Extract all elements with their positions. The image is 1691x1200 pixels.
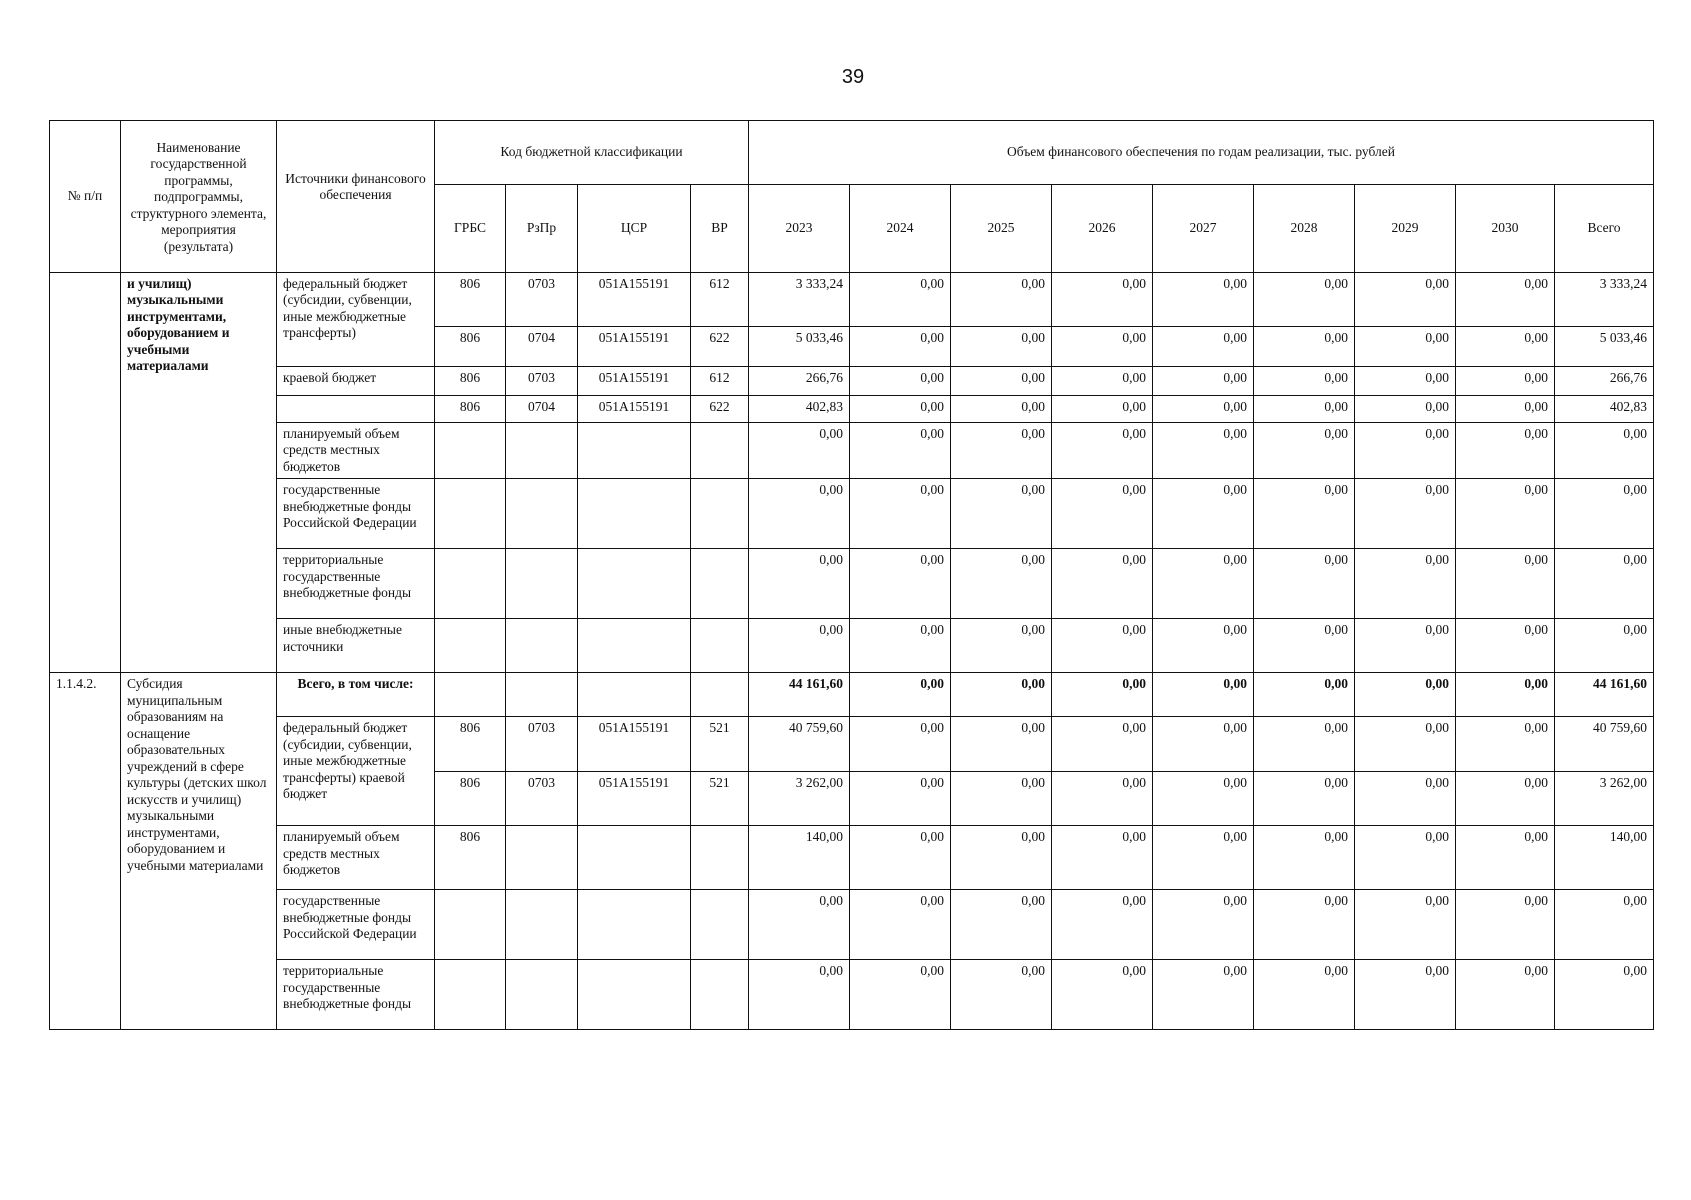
total-cell: 44 161,60 (1555, 673, 1654, 717)
total-cell: 3 262,00 (1555, 772, 1654, 826)
header-rzpr: РзПр (506, 185, 578, 273)
total-cell: 140,00 (1555, 826, 1654, 890)
csr-cell: 051A155191 (578, 327, 691, 367)
rzpr-cell (506, 549, 578, 619)
table-row (50, 960, 1654, 1030)
value-cell: 0,00 (1153, 619, 1254, 673)
item-name-cell: и училищ) музыкальными инструментами, оборудованием и учебными материалами (121, 273, 277, 673)
value-cell: 0,00 (1456, 549, 1555, 619)
value-cell: 0,00 (1153, 423, 1254, 479)
value-cell: 0,00 (1052, 327, 1153, 367)
table-row (50, 273, 1654, 327)
value-cell: 0,00 (1355, 960, 1456, 1030)
value-cell: 0,00 (1153, 396, 1254, 423)
value-cell: 0,00 (1254, 273, 1355, 327)
table-row (50, 396, 1654, 423)
header-year-2030: 2030 (1456, 185, 1555, 273)
value-cell: 0,00 (1254, 619, 1355, 673)
value-cell: 0,00 (1153, 367, 1254, 396)
value-cell: 0,00 (1355, 327, 1456, 367)
value-cell: 0,00 (749, 960, 850, 1030)
value-cell: 0,00 (1153, 273, 1254, 327)
value-cell: 0,00 (1254, 772, 1355, 826)
header-year-2026: 2026 (1052, 185, 1153, 273)
vr-cell: 622 (691, 396, 749, 423)
rzpr-cell: 0703 (506, 367, 578, 396)
value-cell: 0,00 (1456, 327, 1555, 367)
header-budget-code: Код бюджетной классификации (435, 121, 749, 185)
value-cell: 3 333,24 (749, 273, 850, 327)
value-cell: 0,00 (850, 826, 951, 890)
table-row (50, 423, 1654, 479)
source-cell: государственные внебюджетные фонды Российской Федерации (277, 479, 435, 549)
value-cell: 0,00 (1456, 423, 1555, 479)
total-cell: 0,00 (1555, 479, 1654, 549)
table-row (50, 673, 1654, 717)
csr-cell (578, 826, 691, 890)
total-cell: 0,00 (1555, 423, 1654, 479)
value-cell: 0,00 (1254, 826, 1355, 890)
rzpr-cell: 0703 (506, 772, 578, 826)
vr-cell (691, 423, 749, 479)
vr-cell: 521 (691, 717, 749, 772)
grbs-cell: 806 (435, 717, 506, 772)
item-name-cell: Субсидия муниципальным образованиям на оснащение образовательных учреждений в сфере культуры (детских школ искусств и училищ) музыкальными инструментами, оборудованием и учебными материалами (121, 673, 277, 1030)
value-cell: 0,00 (850, 772, 951, 826)
value-cell: 0,00 (1254, 960, 1355, 1030)
value-cell: 0,00 (951, 479, 1052, 549)
page-number: 39 (841, 66, 865, 88)
value-cell: 0,00 (1153, 549, 1254, 619)
value-cell: 0,00 (1052, 273, 1153, 327)
value-cell: 0,00 (951, 396, 1052, 423)
value-cell: 0,00 (1456, 673, 1555, 717)
value-cell: 0,00 (1254, 396, 1355, 423)
value-cell: 0,00 (1052, 367, 1153, 396)
value-cell: 40 759,60 (749, 717, 850, 772)
value-cell: 0,00 (1456, 890, 1555, 960)
vr-cell (691, 890, 749, 960)
grbs-cell: 806 (435, 327, 506, 367)
total-cell: 0,00 (1555, 890, 1654, 960)
header-total: Всего (1555, 185, 1654, 273)
table-row (50, 367, 1654, 396)
value-cell: 0,00 (951, 619, 1052, 673)
value-cell: 0,00 (1456, 960, 1555, 1030)
value-cell: 0,00 (1456, 367, 1555, 396)
rzpr-cell: 0703 (506, 273, 578, 327)
grbs-cell (435, 479, 506, 549)
vr-cell (691, 960, 749, 1030)
value-cell: 0,00 (1153, 826, 1254, 890)
value-cell: 0,00 (1254, 479, 1355, 549)
value-cell: 266,76 (749, 367, 850, 396)
value-cell: 0,00 (1052, 479, 1153, 549)
value-cell: 0,00 (1153, 772, 1254, 826)
rzpr-cell: 0704 (506, 327, 578, 367)
value-cell: 0,00 (1052, 673, 1153, 717)
total-cell: 3 333,24 (1555, 273, 1654, 327)
table-row (50, 826, 1654, 890)
vr-cell (691, 826, 749, 890)
source-cell: планируемый объем средств местных бюджетов (277, 826, 435, 890)
value-cell: 0,00 (1153, 717, 1254, 772)
header-grbs: ГРБС (435, 185, 506, 273)
csr-cell: 051A155191 (578, 367, 691, 396)
value-cell: 0,00 (1355, 549, 1456, 619)
value-cell: 0,00 (1355, 423, 1456, 479)
csr-cell: 051A155191 (578, 273, 691, 327)
value-cell: 0,00 (951, 673, 1052, 717)
grbs-cell (435, 423, 506, 479)
value-cell: 0,00 (1456, 396, 1555, 423)
header-year-2028: 2028 (1254, 185, 1355, 273)
vr-cell: 612 (691, 273, 749, 327)
value-cell: 0,00 (850, 479, 951, 549)
header-year-2027: 2027 (1153, 185, 1254, 273)
value-cell: 0,00 (1052, 396, 1153, 423)
csr-cell (578, 423, 691, 479)
grbs-cell (435, 619, 506, 673)
value-cell: 0,00 (1355, 273, 1456, 327)
value-cell: 0,00 (1456, 772, 1555, 826)
csr-cell (578, 960, 691, 1030)
value-cell: 0,00 (1355, 479, 1456, 549)
value-cell: 0,00 (1456, 479, 1555, 549)
value-cell: 0,00 (1254, 423, 1355, 479)
value-cell: 0,00 (1456, 717, 1555, 772)
value-cell: 44 161,60 (749, 673, 850, 717)
vr-cell (691, 549, 749, 619)
vr-cell: 521 (691, 772, 749, 826)
source-cell: федеральный бюджет (субсидии, субвенции, иные межбюджетные трансферты) (277, 273, 435, 367)
source-cell: иные внебюджетные источники (277, 619, 435, 673)
table-row (50, 479, 1654, 549)
value-cell: 0,00 (1355, 673, 1456, 717)
value-cell: 0,00 (951, 826, 1052, 890)
grbs-cell: 806 (435, 367, 506, 396)
rzpr-cell: 0704 (506, 396, 578, 423)
value-cell: 0,00 (1355, 890, 1456, 960)
header-year-2023: 2023 (749, 185, 850, 273)
header-source: Источники финансового обеспечения (277, 121, 435, 273)
value-cell: 3 262,00 (749, 772, 850, 826)
table-row (50, 549, 1654, 619)
value-cell: 0,00 (1052, 960, 1153, 1030)
value-cell: 0,00 (951, 772, 1052, 826)
vr-cell: 612 (691, 367, 749, 396)
value-cell: 0,00 (951, 890, 1052, 960)
rzpr-cell (506, 890, 578, 960)
total-cell: 0,00 (1555, 960, 1654, 1030)
value-cell: 0,00 (749, 423, 850, 479)
source-cell: федеральный бюджет (субсидии, субвенции, иные межбюджетные трансферты) краевой бюджет (277, 717, 435, 826)
value-cell: 0,00 (1254, 717, 1355, 772)
source-cell: Всего, в том числе: (277, 673, 435, 717)
table-row (50, 890, 1654, 960)
grbs-cell: 806 (435, 273, 506, 327)
value-cell: 0,00 (850, 673, 951, 717)
value-cell: 0,00 (850, 717, 951, 772)
value-cell: 0,00 (1254, 367, 1355, 396)
header-vr: ВР (691, 185, 749, 273)
csr-cell: 051A155191 (578, 396, 691, 423)
total-cell: 40 759,60 (1555, 717, 1654, 772)
total-cell: 402,83 (1555, 396, 1654, 423)
csr-cell (578, 673, 691, 717)
value-cell: 0,00 (1355, 619, 1456, 673)
value-cell: 0,00 (850, 367, 951, 396)
source-cell: территориальные государственные внебюджетные фонды (277, 549, 435, 619)
value-cell: 0,00 (850, 619, 951, 673)
source-cell: краевой бюджет (277, 367, 435, 396)
value-cell: 0,00 (1052, 423, 1153, 479)
rzpr-cell (506, 423, 578, 479)
value-cell: 0,00 (1052, 890, 1153, 960)
value-cell: 0,00 (749, 479, 850, 549)
csr-cell (578, 549, 691, 619)
value-cell: 0,00 (1153, 673, 1254, 717)
value-cell: 0,00 (1052, 826, 1153, 890)
value-cell: 0,00 (850, 960, 951, 1030)
header-row-1 (50, 121, 1654, 185)
value-cell: 0,00 (850, 890, 951, 960)
rzpr-cell (506, 960, 578, 1030)
source-cell: территориальные государственные внебюджетные фонды (277, 960, 435, 1030)
grbs-cell (435, 890, 506, 960)
value-cell: 0,00 (1355, 717, 1456, 772)
value-cell: 0,00 (1052, 549, 1153, 619)
total-cell: 0,00 (1555, 619, 1654, 673)
total-cell: 0,00 (1555, 549, 1654, 619)
csr-cell (578, 890, 691, 960)
value-cell: 0,00 (850, 396, 951, 423)
vr-cell (691, 619, 749, 673)
value-cell: 140,00 (749, 826, 850, 890)
value-cell: 0,00 (951, 367, 1052, 396)
csr-cell (578, 619, 691, 673)
value-cell: 0,00 (951, 549, 1052, 619)
value-cell: 0,00 (951, 273, 1052, 327)
source-cell (277, 396, 435, 423)
header-name: Наименование государственной программы, подпрограммы, структурного элемента, мероприятия (результата) (121, 121, 277, 273)
value-cell: 0,00 (749, 549, 850, 619)
value-cell: 0,00 (951, 327, 1052, 367)
value-cell: 0,00 (951, 717, 1052, 772)
row-number-cell (50, 273, 121, 673)
header-volume: Объем финансового обеспечения по годам реализации, тыс. рублей (749, 121, 1654, 185)
vr-cell: 622 (691, 327, 749, 367)
grbs-cell: 806 (435, 826, 506, 890)
grbs-cell (435, 549, 506, 619)
grbs-cell (435, 960, 506, 1030)
value-cell: 0,00 (749, 619, 850, 673)
rzpr-cell (506, 619, 578, 673)
value-cell: 0,00 (1052, 619, 1153, 673)
value-cell: 0,00 (1153, 479, 1254, 549)
rzpr-cell: 0703 (506, 717, 578, 772)
csr-cell: 051A155191 (578, 772, 691, 826)
csr-cell (578, 479, 691, 549)
value-cell: 0,00 (1456, 273, 1555, 327)
value-cell: 5 033,46 (749, 327, 850, 367)
value-cell: 0,00 (1355, 396, 1456, 423)
rzpr-cell (506, 479, 578, 549)
value-cell: 402,83 (749, 396, 850, 423)
grbs-cell: 806 (435, 396, 506, 423)
financing-table (49, 120, 1654, 1030)
value-cell: 0,00 (1456, 619, 1555, 673)
vr-cell (691, 673, 749, 717)
value-cell: 0,00 (1052, 717, 1153, 772)
value-cell: 0,00 (850, 327, 951, 367)
table-row (50, 619, 1654, 673)
value-cell: 0,00 (1254, 549, 1355, 619)
grbs-cell (435, 673, 506, 717)
value-cell: 0,00 (850, 549, 951, 619)
total-cell: 5 033,46 (1555, 327, 1654, 367)
vr-cell (691, 479, 749, 549)
value-cell: 0,00 (1153, 327, 1254, 367)
value-cell: 0,00 (1052, 772, 1153, 826)
header-year-2024: 2024 (850, 185, 951, 273)
header-num: № п/п (50, 121, 121, 273)
value-cell: 0,00 (1254, 890, 1355, 960)
value-cell: 0,00 (749, 890, 850, 960)
grbs-cell: 806 (435, 772, 506, 826)
table-row (50, 717, 1654, 772)
header-year-2025: 2025 (951, 185, 1052, 273)
value-cell: 0,00 (1153, 960, 1254, 1030)
csr-cell: 051A155191 (578, 717, 691, 772)
value-cell: 0,00 (850, 423, 951, 479)
rzpr-cell (506, 673, 578, 717)
header-csr: ЦСР (578, 185, 691, 273)
value-cell: 0,00 (951, 960, 1052, 1030)
value-cell: 0,00 (1355, 772, 1456, 826)
rzpr-cell (506, 826, 578, 890)
source-cell: государственные внебюджетные фонды Российской Федерации (277, 890, 435, 960)
row-number-cell: 1.1.4.2. (50, 673, 121, 1030)
total-cell: 266,76 (1555, 367, 1654, 396)
value-cell: 0,00 (1153, 890, 1254, 960)
value-cell: 0,00 (1355, 826, 1456, 890)
value-cell: 0,00 (1254, 327, 1355, 367)
value-cell: 0,00 (850, 273, 951, 327)
header-year-2029: 2029 (1355, 185, 1456, 273)
value-cell: 0,00 (1355, 367, 1456, 396)
value-cell: 0,00 (1456, 826, 1555, 890)
source-cell: планируемый объем средств местных бюджетов (277, 423, 435, 479)
value-cell: 0,00 (951, 423, 1052, 479)
value-cell: 0,00 (1254, 673, 1355, 717)
